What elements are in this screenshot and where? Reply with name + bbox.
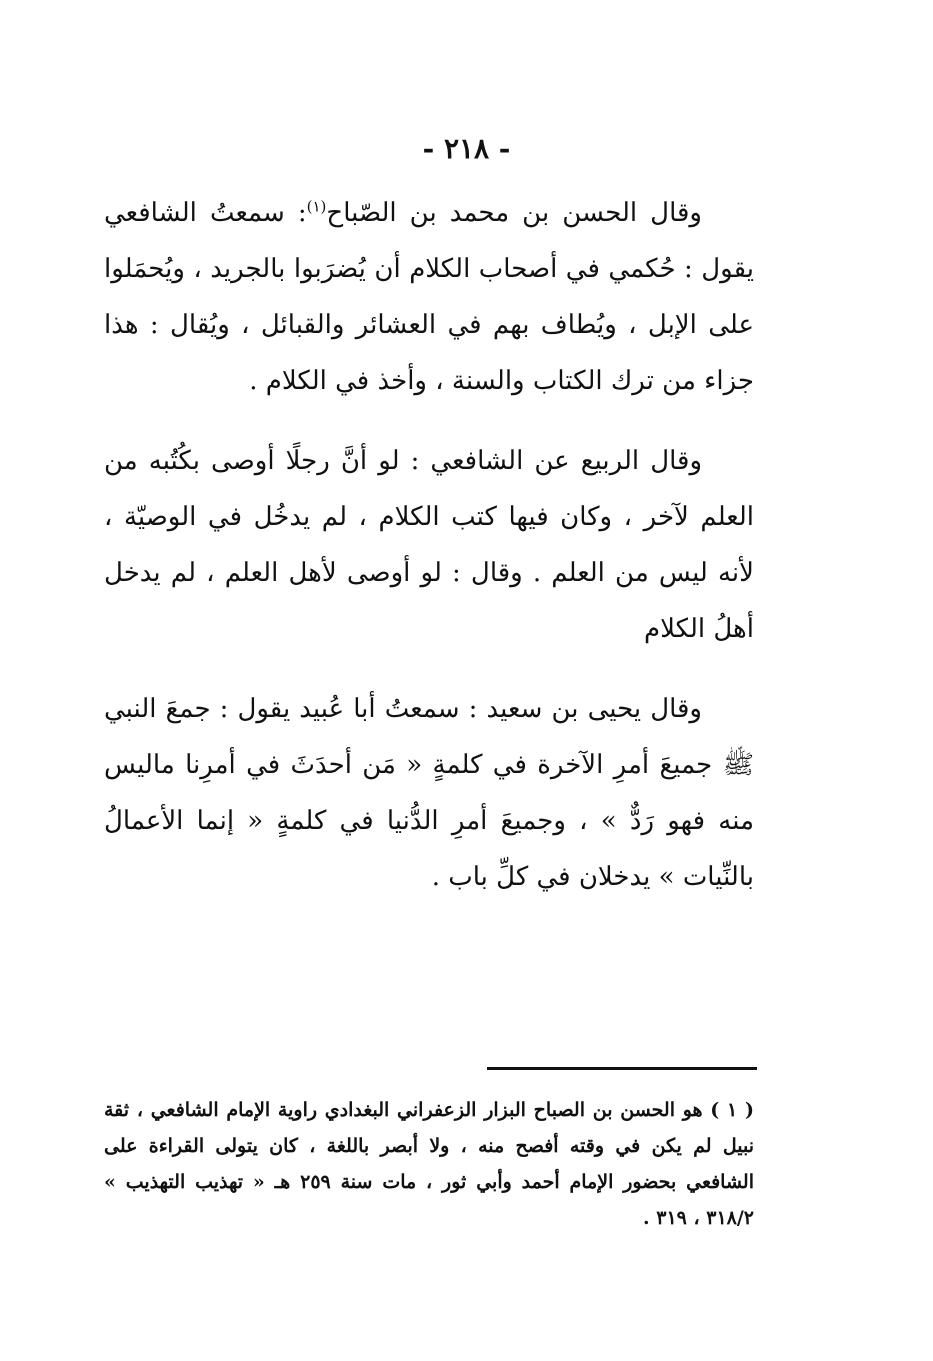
paragraph-3: وقال يحيى بن سعيد : سمعتُ أبا عُبيد يقول : جمعَ النبي ﷺ جميعَ أمرِ الآخرة في كلمةٍ « مَن أحدَثَ في أمرِنا ماليس منه فهو رَدٌّ » ، وجميعَ أمرِ الدُّنيا في كلمةٍ « إنما الأعمالُ بالنِّيات » يدخلان في كلِّ باب . bbox=[104, 694, 754, 892]
paragraph-1-text-after-ref: : سمعتُ الشافعي يقول : حُكمي في أصحاب الكلام أن يُضرَبوا بالجريد ، ويُحمَلوا على الإبل ، ويُطاف بهم في العشائر والقبائل ، ويُقال : هذا جزاء من ترك الكتاب والسنة ، وأخذ في الكلام . bbox=[104, 198, 754, 396]
paragraph-1-text-before-ref: وقال الحسن بن محمد بن الصّباح bbox=[326, 198, 702, 228]
paragraph-2: وقال الربيع عن الشافعي : لو أنَّ رجلًا أوصى بكُتُبه من العلم لآخر ، وكان فيها كتب الكلام ، لم يدخُل في الوصيّة ، لأنه ليس من العلم . وقال : لو أوصى لأهل العلم ، لم يدخل أهلُ الكلام bbox=[104, 446, 754, 644]
main-text bbox=[104, 185, 754, 929]
footnote-divider bbox=[487, 1067, 757, 1070]
footnote-text: ( ١ ) هو الحسن بن الصباح البزار الزعفراني البغدادي راوية الإمام الشافعي ، ثقة نبيل لم يكن في وقته أفصح منه ، ولا أبصر باللغة ، كان يتولى القراءة على الشافعي بحضور الإمام أحمد وأبي ثور ، مات سنة ٢٥٩ هـ « تهذيب التهذيب » ٣١٨/٢ ، ٣١٩ . bbox=[104, 1099, 754, 1229]
footnote bbox=[104, 1092, 754, 1236]
page-number: - ٢١٨ - bbox=[422, 132, 511, 165]
paragraph-1 bbox=[104, 185, 754, 409]
footnote-reference: (١) bbox=[306, 197, 327, 216]
